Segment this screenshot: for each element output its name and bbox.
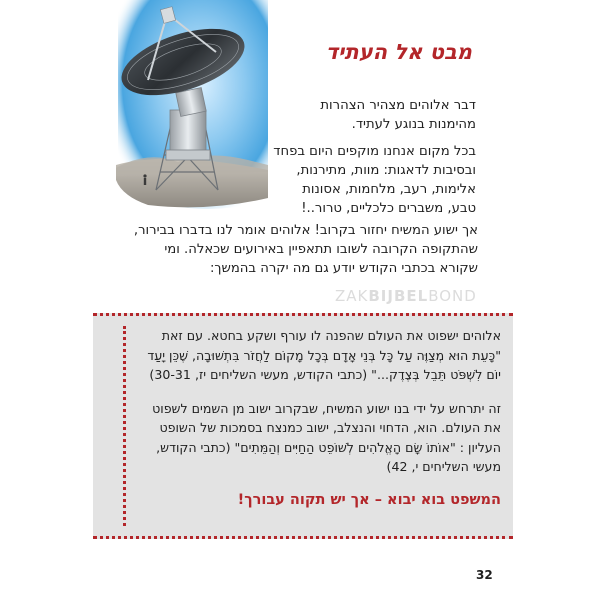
watermark-part: BIJBEL <box>368 287 429 305</box>
intro-paragraph: דבר אלוהים מצהיר הצהרות מהימנות בנוגע לעתיד. <box>320 98 476 132</box>
radio-telescope-illustration <box>108 0 268 210</box>
main-paragraph: אך ישוע המשיח יחזור בקרוב! אלוהים אומר לנו בדברו בבירור, שהתקופה הקרובה לשובו תתאפיין באירועים שכאלה. ומי שקורא בכתבי הקודש יודע גם מה יקרה בהמשך: <box>133 223 478 276</box>
watermark <box>335 287 477 305</box>
intro-text <box>266 96 476 226</box>
box-footer-heading: המשפט בוא יבוא – אך יש תקוה עבורך! <box>237 491 501 508</box>
watermark-part: ZAK <box>335 287 369 305</box>
scripture-box <box>93 313 513 539</box>
page-number: 32 <box>476 568 493 582</box>
scripture-paragraph: אלוהים ישפוט את העולם שהפנה לו עורף ושקע בחטא. עם זאת "כָּעֵת הוּא מְצַוֶּה עַל כָּל בְּנֵי אָדָם בְּכָל מָקוֹם לַחֲזֹר בִּתְשׁוּבָה, שֶׁכֵּן יָעַד יוֹם לִשְׁפֹּט תֵּבֵל בְּצֶדֶק..." (כתבי הקודש, מעשי השליחים יז, 30-31) <box>147 328 501 382</box>
scripture-box-text <box>138 326 501 524</box>
page-title: מבט אל העתיד <box>325 40 472 64</box>
scripture-box-inner <box>123 326 505 526</box>
watermark-part: BOND <box>428 287 477 305</box>
intro-paragraph: בכל מקום אנחנו מוקפים היום בפחד ובסיבות לדאגות: מוות, מתירנות, אלימות, רעב, מלחמות, אסונות טבע, משברים כלכליים, טרור..! <box>273 144 476 216</box>
scripture-paragraph: זה יתרחש על ידי בנו ישוע המשיח, שבקרוב ישוב מן השמים לשפוט את העולם. הוא, הדחוי והנצלב, ישוב כמנצח בסמכות של השופט העליון : "אוֹתוֹ שָׂם הָאֱלֹהִים לְשׁוֹפֵט הַחַיִּים וְהַמֵּתִים" (כתבי הקודש, מעשי השליחים י, 42) <box>152 400 501 474</box>
